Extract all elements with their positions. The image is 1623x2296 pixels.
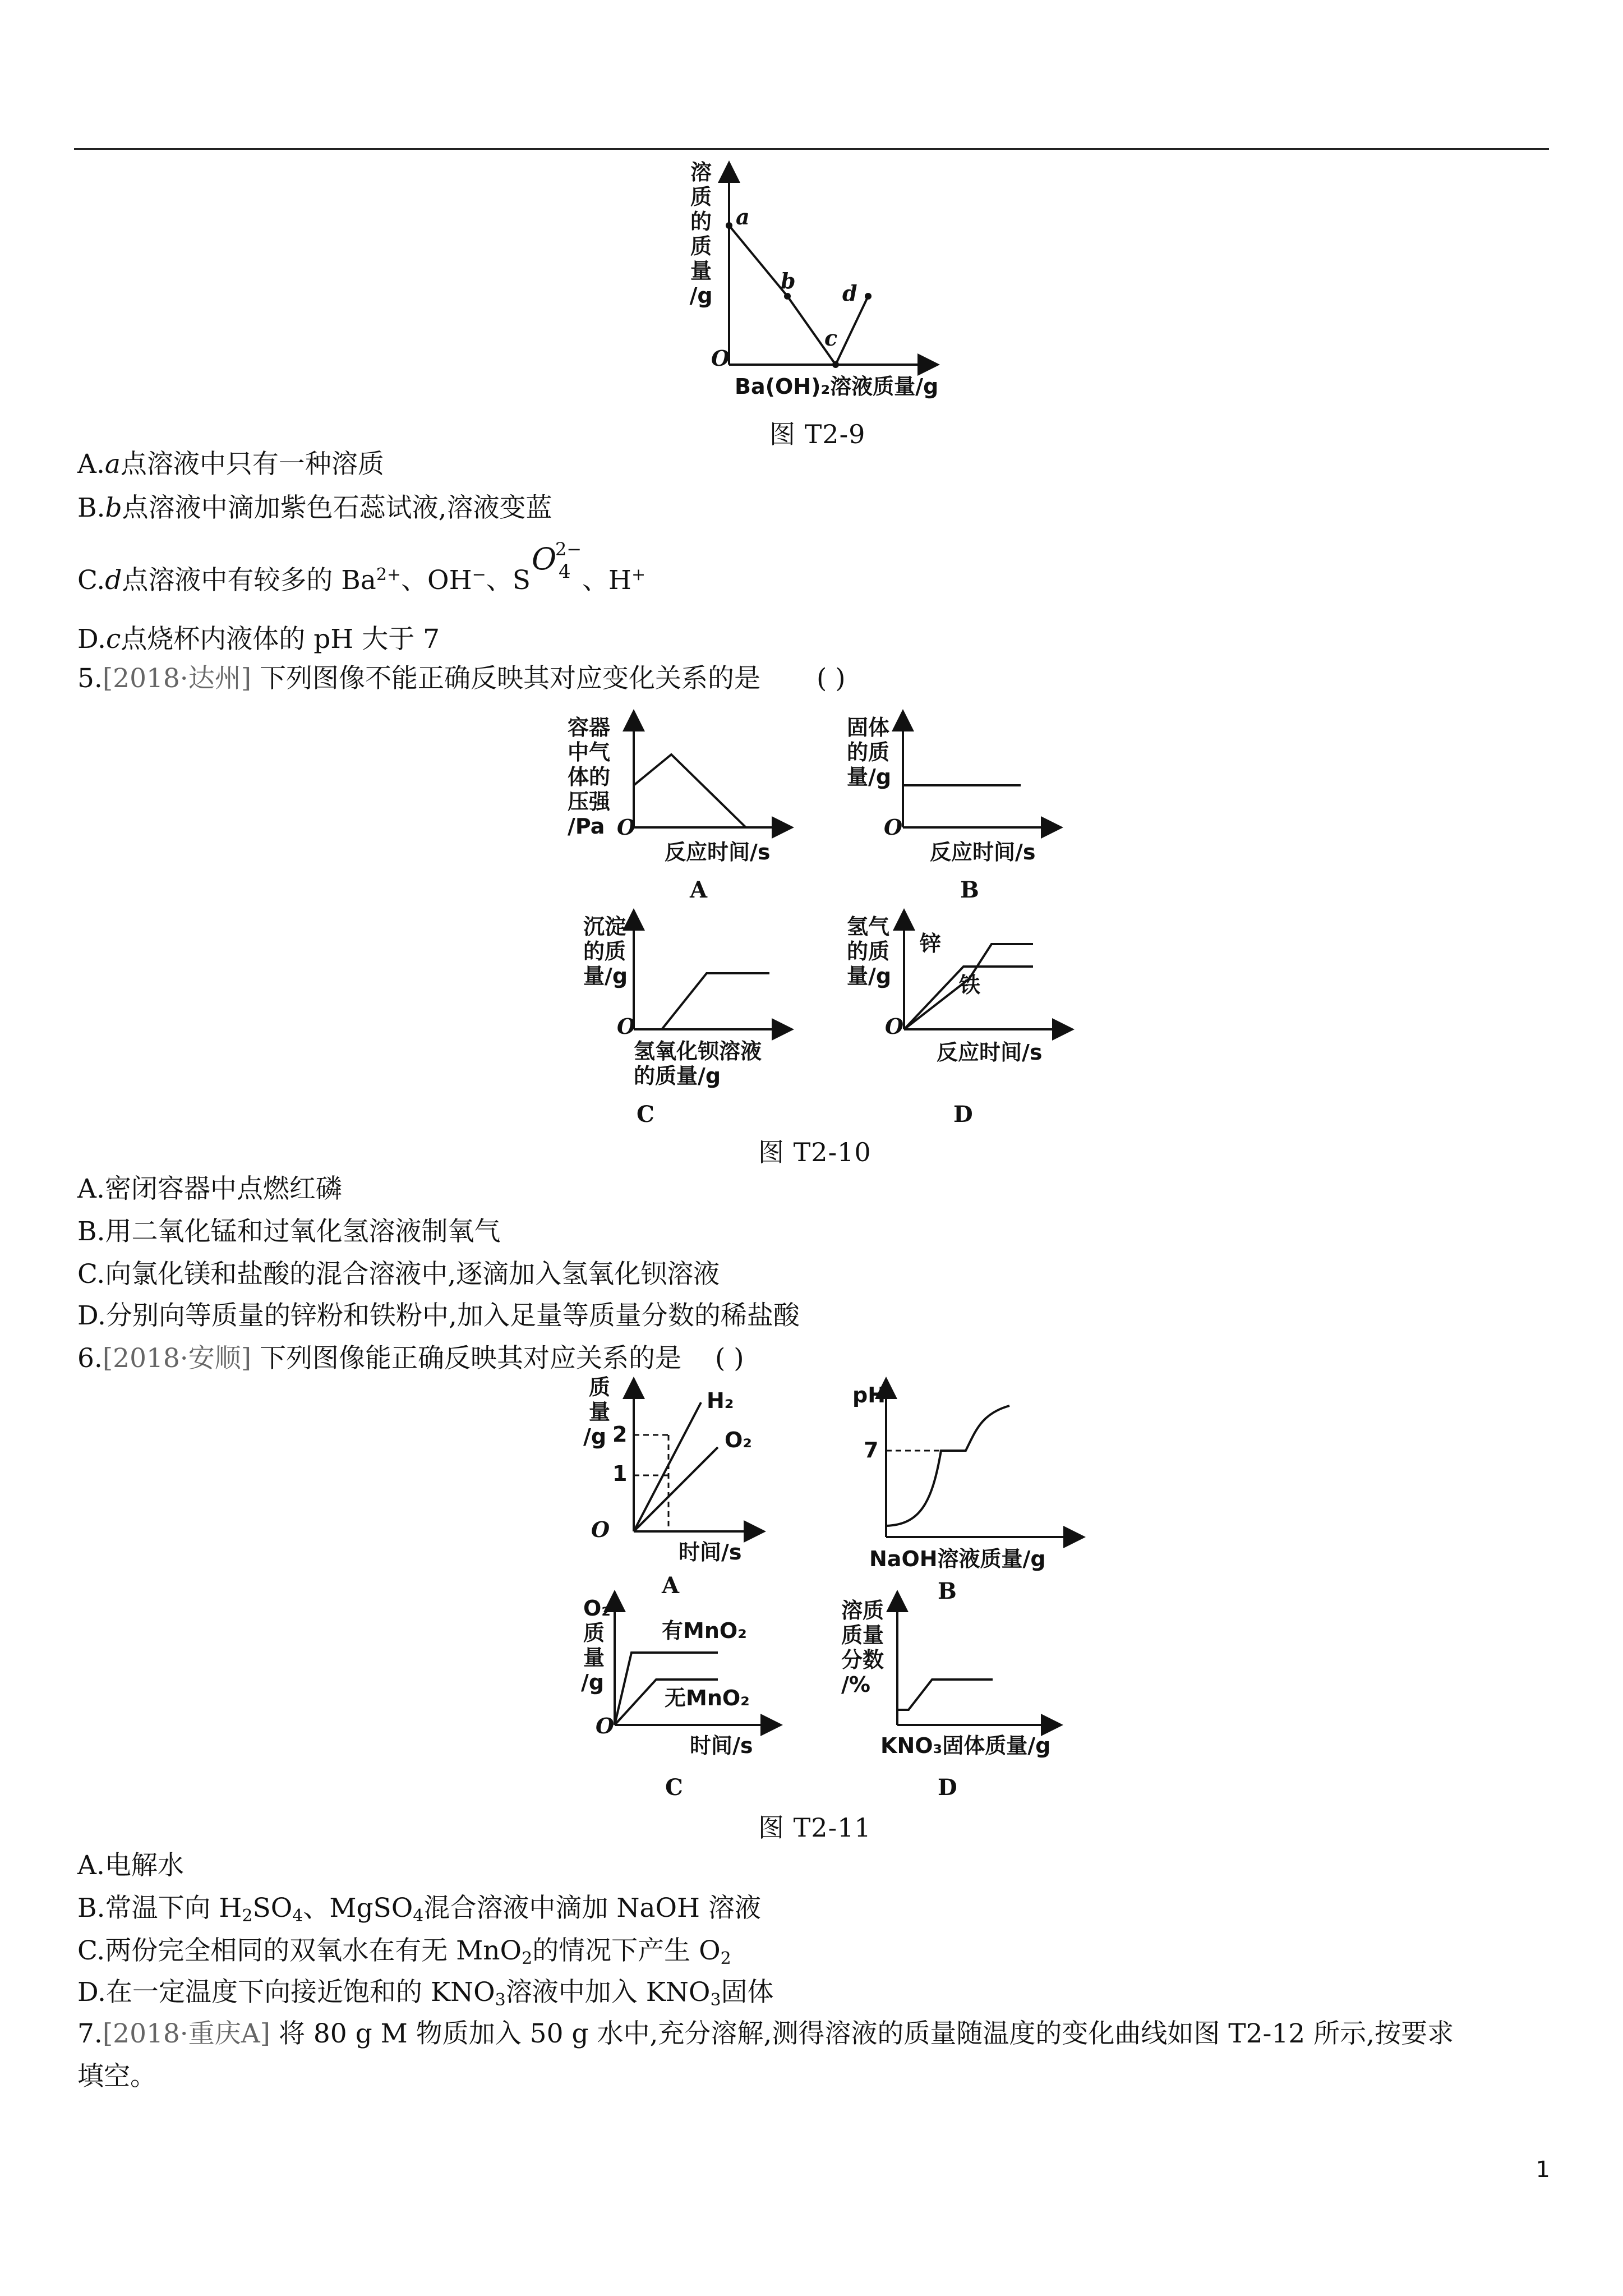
t2-11a-ylabel-3: /g xyxy=(583,1424,607,1449)
t2-11c-ylabel-1: O₂ xyxy=(583,1596,611,1621)
t2-10b-xlabel: 反应时间/s xyxy=(930,840,1036,864)
t2-11a-series-label-o2: O₂ xyxy=(725,1428,752,1452)
q7-number: 7. xyxy=(77,2018,103,2049)
q6-c-part1: C.两份完全相同的双氧水在有无 MnO xyxy=(77,1935,522,1966)
q4-c-charge: 2− xyxy=(555,539,582,560)
t2-10d-series-label-zinc: 锌 xyxy=(920,931,942,956)
t2-9-point-d xyxy=(865,293,872,300)
t2-11a-origin: O xyxy=(591,1517,610,1542)
t2-9-ylabel-6: /g xyxy=(689,283,713,308)
t2-10a-ylabel-1: 容器 xyxy=(568,715,611,740)
t2-10c-ylabel-1: 沉淀 xyxy=(583,914,626,939)
q4-a-var: a xyxy=(104,449,121,480)
t2-9-ylabel-4: 质 xyxy=(690,234,712,259)
figure-t2-11-d xyxy=(836,1593,1094,1818)
q4-c-h-charge: + xyxy=(631,565,646,585)
q4-c-var: d xyxy=(105,565,122,596)
t2-11b-sublabel: B xyxy=(938,1578,957,1604)
t2-11c-series-label-without: 无MnO₂ xyxy=(665,1686,750,1710)
t2-11d-ylabel-2: 质量 xyxy=(841,1623,884,1648)
q6-d-part2: 溶液中加入 KNO xyxy=(505,1977,711,2008)
figure-t2-9-caption: 图 T2-9 xyxy=(769,419,866,449)
t2-10c-ylabel-2: 的质 xyxy=(583,939,626,964)
t2-9-point-a xyxy=(726,222,732,229)
figure-t2-10-c xyxy=(561,912,808,1130)
t2-11a-ylabel-1: 质 xyxy=(589,1375,611,1400)
q4-c-oh: 、OH xyxy=(401,565,472,596)
t2-11a-tick-2: 2 xyxy=(612,1422,628,1447)
figure-t2-10-caption: 图 T2-10 xyxy=(758,1137,872,1167)
q6-d-sub1: 3 xyxy=(495,1990,506,2010)
t2-11d-series-line xyxy=(897,1680,993,1710)
t2-9-ylabel-2: 质 xyxy=(690,185,712,209)
q4-b-letter: B. xyxy=(77,493,105,523)
t2-10d-ylabel-3: 量/g xyxy=(847,964,892,988)
q5-option-a: A.密闭容器中点燃红磷 xyxy=(77,1174,342,1204)
q4-c-ba-charge: 2+ xyxy=(376,565,402,585)
figure-t2-11-c xyxy=(578,1593,802,1818)
q5-option-d: D.分别向等质量的锌粉和铁粉中,加入足量等质量分数的稀盐酸 xyxy=(77,1300,800,1331)
t2-10c-origin: O xyxy=(617,1014,636,1039)
t2-9-ylabel-3: 的 xyxy=(690,209,712,234)
t2-9-ylabel-5: 量 xyxy=(690,259,712,283)
t2-11c-ylabel-2: 质 xyxy=(583,1621,605,1645)
t2-10b-ylabel-1: 固体 xyxy=(847,715,890,740)
q6-c-sub2: 2 xyxy=(720,1949,731,1968)
t2-10d-xlabel: 反应时间/s xyxy=(937,1040,1043,1065)
q7-stem-line-2: 填空。 xyxy=(77,2061,156,2092)
t2-11a-xlabel: 时间/s xyxy=(679,1540,742,1565)
figure-t2-10-b xyxy=(841,712,1077,914)
t2-11a-series-h2 xyxy=(634,1402,701,1531)
q4-option-d xyxy=(77,623,440,656)
t2-11c-series-label-with: 有MnO₂ xyxy=(662,1618,747,1643)
q7-stem-line-1 xyxy=(77,2017,1454,2051)
t2-9-ylabel xyxy=(689,160,712,308)
t2-9-label-c: c xyxy=(824,325,838,351)
t2-9-label-b: b xyxy=(781,268,796,293)
t2-10a-ylabel-4: 压强 xyxy=(568,789,611,814)
t2-11c-xlabel: 时间/s xyxy=(690,1733,753,1758)
q5-number: 5. xyxy=(77,663,103,694)
figure-t2-11-a xyxy=(578,1374,802,1599)
q6-number: 6. xyxy=(77,1343,103,1374)
t2-11c-ylabel-4: /g xyxy=(581,1670,605,1695)
t2-10a-xlabel: 反应时间/s xyxy=(665,840,771,864)
q6-option-b xyxy=(77,1892,761,1933)
t2-9-point-b xyxy=(784,293,791,300)
q6-answer-paren: ( ) xyxy=(715,1343,744,1374)
t2-10b-origin: O xyxy=(884,815,903,840)
figure-t2-11-b xyxy=(841,1374,1088,1604)
t2-10c-xlabel-1: 氢氧化钡溶液 xyxy=(634,1039,762,1064)
q5-source: [2018·达州] xyxy=(102,663,252,694)
t2-11c-sublabel: C xyxy=(665,1774,683,1801)
t2-11a-sublabel: A xyxy=(662,1572,680,1599)
q6-b-sub3: 4 xyxy=(413,1906,424,1926)
q6-stem-text: 下列图像能正确反映其对应关系的是 xyxy=(260,1343,682,1374)
q6-b-part4: 混合溶液中滴加 NaOH 溶液 xyxy=(423,1893,761,1924)
t2-9-ylabel-1: 溶 xyxy=(690,160,712,185)
t2-11d-xlabel: KNO₃固体质量/g xyxy=(880,1733,1051,1758)
q4-c-o: O xyxy=(531,541,557,577)
q4-c-four: 4 xyxy=(558,560,571,583)
header-rule xyxy=(74,148,1549,150)
q4-d-var: c xyxy=(105,624,121,655)
t2-10a-sublabel: A xyxy=(690,877,708,903)
q6-b-sub1: 2 xyxy=(242,1906,253,1926)
t2-10b-ylabel-2: 的质 xyxy=(847,740,890,765)
q6-c-part2: 的情况下产生 O xyxy=(532,1935,721,1966)
q4-c-s: 、S xyxy=(486,565,531,596)
q6-c-sub1: 2 xyxy=(522,1949,533,1968)
q6-option-a: A.电解水 xyxy=(77,1850,184,1881)
q6-b-part3: 、MgSO xyxy=(303,1893,413,1924)
t2-11c-ylabel-3: 量 xyxy=(583,1645,605,1670)
t2-10c-series-line xyxy=(662,973,769,1029)
t2-11a-tick-1: 1 xyxy=(612,1461,628,1486)
t2-11d-ylabel-4: /% xyxy=(841,1672,870,1697)
t2-11b-series-line xyxy=(886,1406,1009,1526)
t2-10b-sublabel: B xyxy=(960,877,979,903)
q7-stem-text: 将 80 g M 物质加入 50 g 水中,充分溶解,测得溶液的质量随温度的变化曲线如图 T2-12 所示,按要求 xyxy=(278,2018,1454,2049)
q4-c-oh-charge: − xyxy=(472,565,486,585)
t2-10a-ylabel-3: 体的 xyxy=(568,765,611,789)
t2-9-origin: O xyxy=(711,346,730,371)
t2-10a-series-line xyxy=(634,754,746,827)
t2-11d-sublabel: D xyxy=(938,1774,957,1801)
t2-10d-ylabel-1: 氢气 xyxy=(847,914,890,939)
q6-d-part3: 固体 xyxy=(721,1977,774,2008)
q6-d-sub2: 3 xyxy=(710,1990,721,2010)
t2-9-label-a: a xyxy=(736,204,750,229)
q6-b-part2: SO xyxy=(252,1893,293,1924)
t2-10c-ylabel-3: 量/g xyxy=(583,964,628,988)
t2-11c-origin: O xyxy=(596,1713,615,1738)
q4-a-letter: A. xyxy=(77,449,105,480)
q6-source: [2018·安顺] xyxy=(102,1343,252,1374)
t2-10c-xlabel-2: 的质量/g xyxy=(634,1064,721,1088)
t2-10d-sublabel: D xyxy=(953,1101,973,1128)
t2-10c-sublabel: C xyxy=(637,1101,654,1128)
q6-b-sub2: 4 xyxy=(292,1906,303,1926)
t2-9-label-d: d xyxy=(842,280,857,306)
t2-10a-ylabel-2: 中气 xyxy=(568,740,611,765)
t2-10d-ylabel-2: 的质 xyxy=(847,939,890,964)
t2-10d-series-label-iron: 铁 xyxy=(959,973,981,997)
q4-option-b xyxy=(77,491,552,525)
q5-option-c: C.向氯化镁和盐酸的混合溶液中,逐滴加入氢氧化钡溶液 xyxy=(77,1259,720,1290)
t2-11b-ylabel: pH xyxy=(852,1383,886,1407)
figure-t2-10-a xyxy=(561,712,808,914)
t2-10a-origin: O xyxy=(617,815,636,840)
q4-d-rest: 点烧杯内液体的 pH 大于 7 xyxy=(121,624,440,655)
page-number: 1 xyxy=(1536,2157,1550,2183)
t2-11d-ylabel-1: 溶质 xyxy=(841,1598,884,1623)
q4-b-var: b xyxy=(105,493,122,523)
t2-10a-ylabel-5: /Pa xyxy=(568,814,605,839)
t2-11b-xlabel: NaOH溶液质量/g xyxy=(869,1547,1046,1571)
q6-b-part1: B.常温下向 H xyxy=(77,1893,242,1924)
q4-option-a xyxy=(77,448,384,481)
q7-source: [2018·重庆A] xyxy=(102,2018,271,2049)
q6-option-d xyxy=(77,1976,774,2017)
q4-c-letter: C. xyxy=(77,565,105,596)
t2-11b-tick-7: 7 xyxy=(864,1438,879,1462)
q5-stem xyxy=(77,662,846,696)
t2-10b-ylabel-3: 量/g xyxy=(847,765,892,789)
t2-11d-ylabel-3: 分数 xyxy=(841,1648,884,1672)
q6-stem xyxy=(77,1342,744,1375)
q4-c-h: 、H xyxy=(582,565,631,596)
q6-d-part1: D.在一定温度下向接近饱和的 KNO xyxy=(77,1977,495,2008)
q6-option-c xyxy=(77,1934,731,1976)
q4-a-rest: 点溶液中只有一种溶质 xyxy=(120,449,384,480)
figure-t2-9 xyxy=(673,157,965,404)
t2-11a-series-label-h2: H₂ xyxy=(707,1388,734,1413)
q4-option-c xyxy=(77,539,646,597)
figure-t2-11-caption: 图 T2-11 xyxy=(758,1812,872,1843)
q4-c-rest: 点溶液中有较多的 Ba xyxy=(122,565,376,596)
t2-10d-origin: O xyxy=(885,1014,904,1039)
figure-t2-10-d xyxy=(841,912,1088,1130)
t2-9-xlabel: Ba(OH)₂溶液质量/g xyxy=(735,374,939,399)
q4-d-letter: D. xyxy=(77,624,106,655)
q5-stem-text: 下列图像不能正确反映其对应变化关系的是 xyxy=(260,663,761,694)
t2-11a-series-o2 xyxy=(634,1447,718,1531)
q4-c-so4-fragment xyxy=(531,539,582,592)
t2-9-point-c xyxy=(832,361,839,368)
t2-11a-ylabel-2: 量 xyxy=(589,1400,611,1424)
q5-answer-paren: ( ) xyxy=(817,663,846,694)
q4-b-rest: 点溶液中滴加紫色石蕊试液,溶液变蓝 xyxy=(122,493,552,523)
q5-option-b: B.用二氧化锰和过氧化氢溶液制氧气 xyxy=(77,1216,501,1247)
